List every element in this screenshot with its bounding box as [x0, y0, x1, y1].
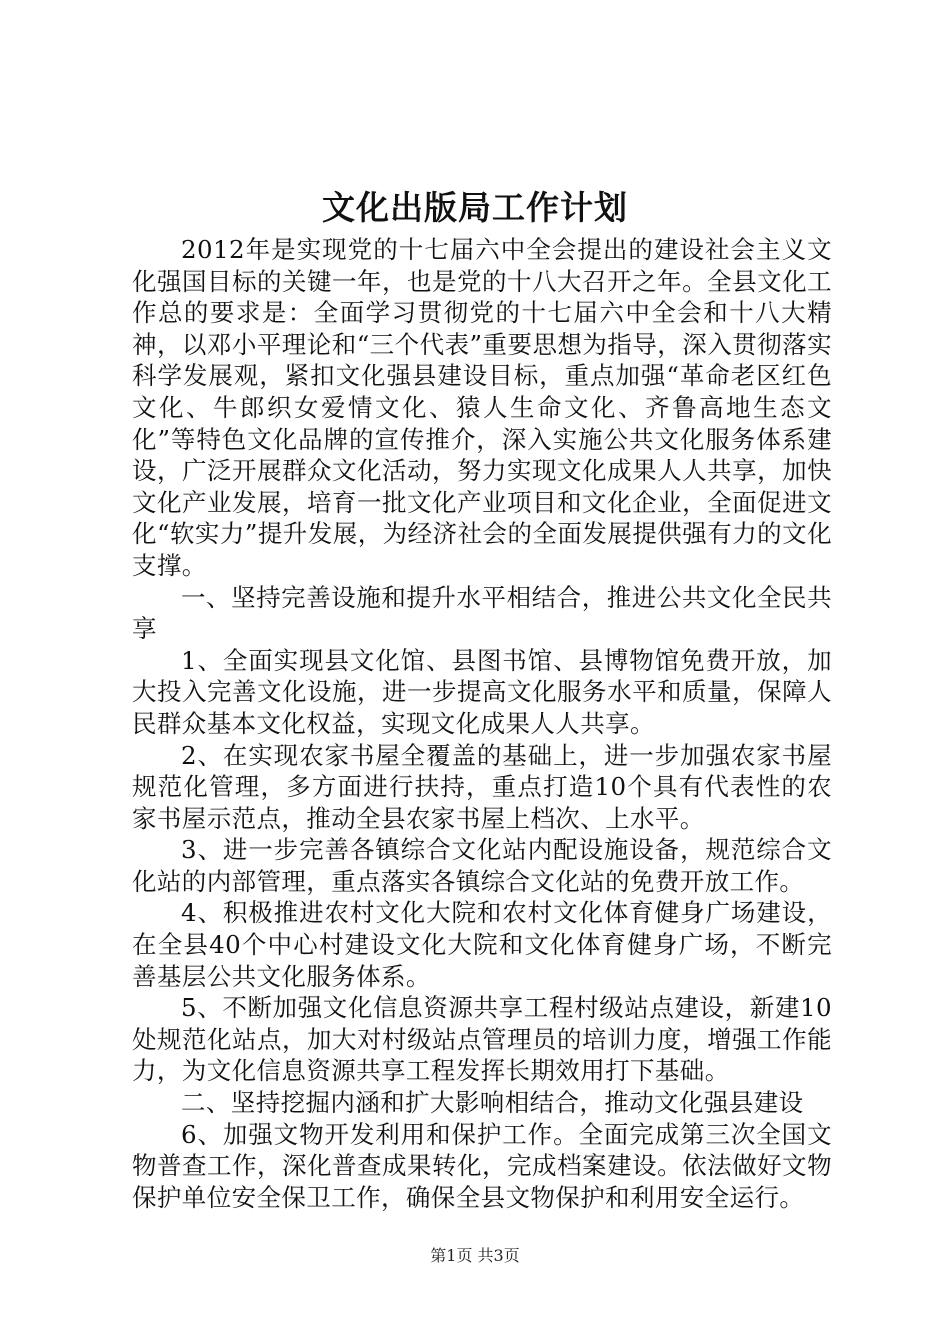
paragraph-item-5: 5、不断加强文化信息资源共享工程村级站点建设，新建10处规范化站点，加大对村级站点管理员的培训力度，增强工作能力，为文化信息资源共享工程发挥长期效用打下基础。: [132, 993, 832, 1086]
paragraph-item-4: 4、积极推进农村文化大院和农村文化体育健身广场建设，在全县40个中心村建设文化大院和文化体育健身广场，不断完善基层公共文化服务体系。: [132, 898, 832, 991]
document-body: [132, 234, 832, 1213]
document-title: 文化出版局工作计划: [322, 188, 628, 227]
paragraph-item-6: 6、加强文物开发利用和保护工作。全面完成第三次全国文物普查工作，深化普查成果转化，完成档案建设。依法做好文物保护单位安全保卫工作，确保全县文物保护和利用安全运行。: [132, 1119, 832, 1212]
paragraph-intro: 2012年是实现党的十七届六中全会提出的建设社会主义文化强国目标的关键一年，也是党的十八大召开之年。全县文化工作总的要求是：全面学习贯彻党的十七届六中全会和十八大精神，以邓小平理论和“三个代表”重要思想为指导，深入贯彻落实科学发展观，紧扣文化强县建设目标，重点加强“革命老区红色文化、牛郎织女爱情文化、猿人生命文化、齐鲁高地生态文化”等特色文化品牌的宣传推介，深入实施公共文化服务体系建设，广泛开展群众文化活动，努力实现文化成果人人共享，加快文化产业发展，培育一批文化产业项目和文化企业，全面促进文化“软实力”提升发展，为经济社会的全面发展提供强有力的文化支撑。: [132, 235, 832, 580]
page-number-footer: 第1页 共3页: [430, 1246, 520, 1265]
paragraph-item-1: 1、全面实现县文化馆、县图书馆、县博物馆免费开放，加大投入完善文化设施，进一步提高文化服务水平和质量，保障人民群众基本文化权益，实现文化成果人人共享。: [132, 645, 832, 738]
paragraph-item-3: 3、进一步完善各镇综合文化站内配设施设备，规范综合文化站的内部管理，重点落实各镇综合文化站的免费开放工作。: [132, 835, 832, 896]
section-heading-2: 二、坚持挖掘内涵和扩大影响相结合，推动文化强县建设: [181, 1088, 804, 1118]
paragraph-item-2: 2、在实现农家书屋全覆盖的基础上，进一步加强农家书屋规范化管理，多方面进行扶持，重点打造10个具有代表性的农家书屋示范点，推动全县农家书屋上档次、上水平。: [132, 740, 832, 833]
section-heading-1: 一、坚持完善设施和提升水平相结合，推进公共文化全民共享: [132, 582, 832, 644]
